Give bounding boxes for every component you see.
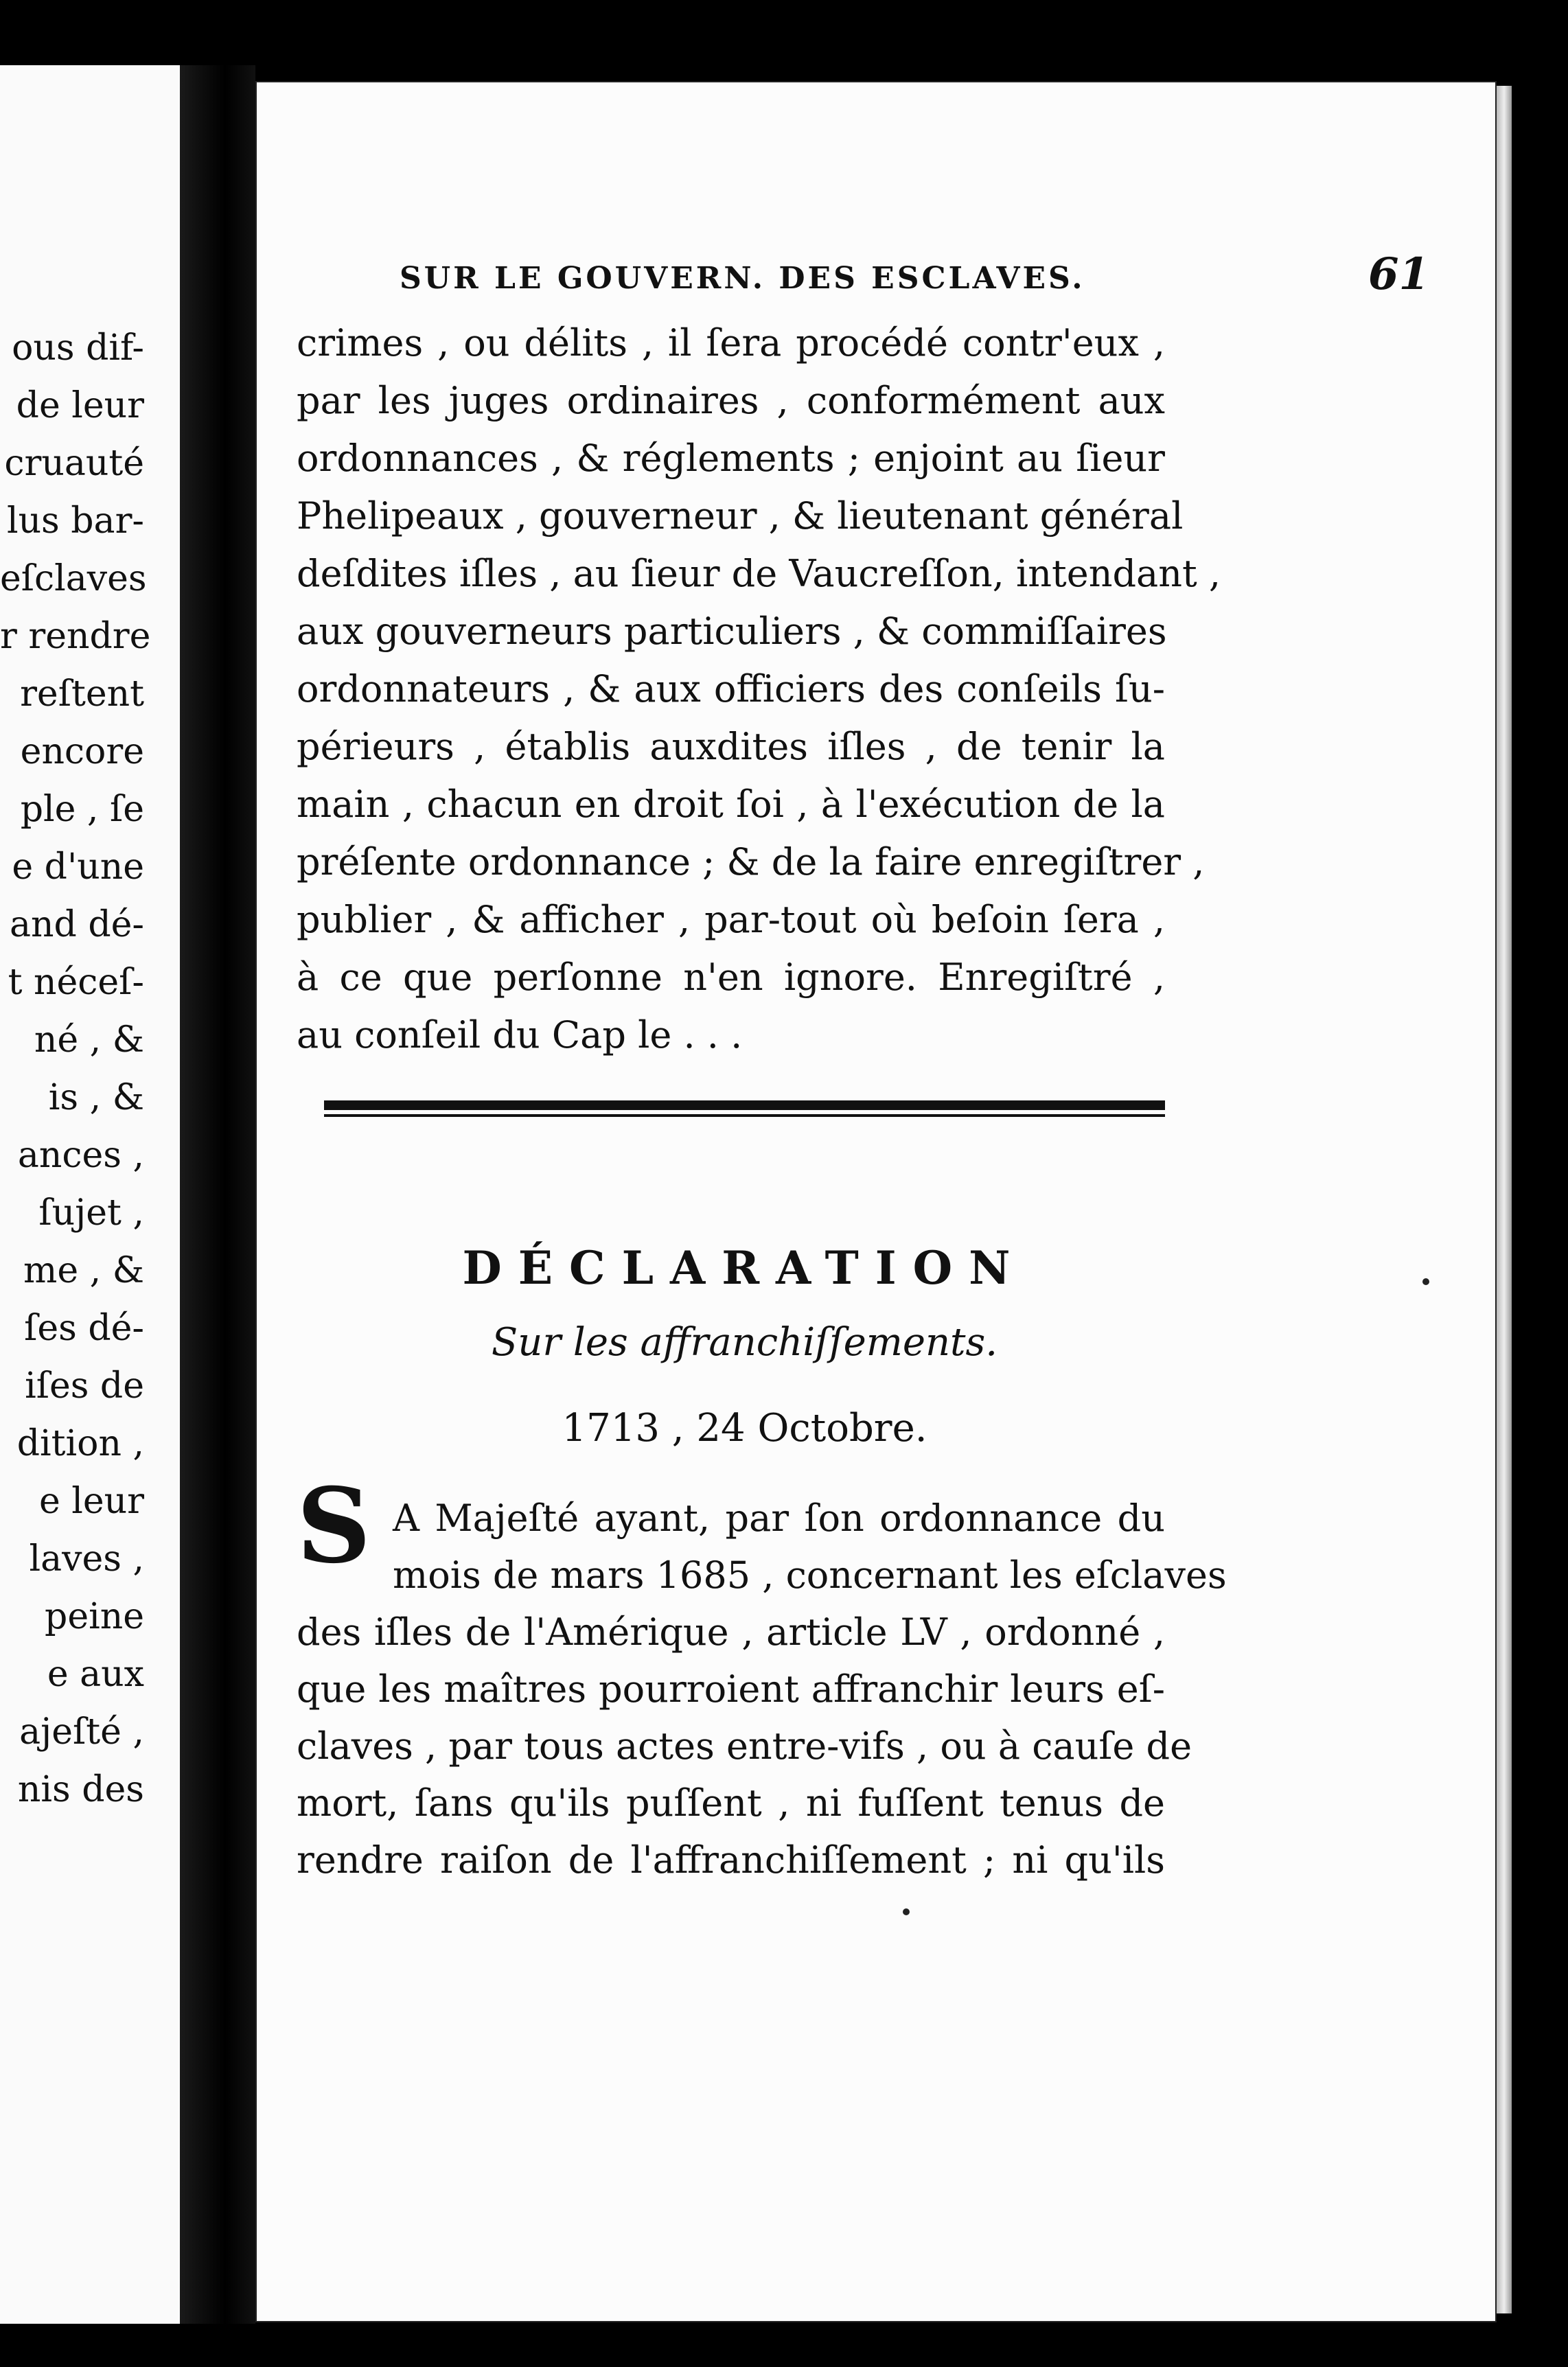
left-page-line: ances , — [17, 1135, 144, 1176]
text-line: au conſeil du Cap le . . . — [297, 1013, 743, 1057]
text-line: aux gouverneurs particuliers , & commiſſaires — [297, 610, 1167, 653]
left-page-line: eſclaves — [0, 558, 147, 599]
left-page-line: ſujet , — [38, 1192, 144, 1234]
text-line: Phelipeaux , gouverneur , & lieutenant général — [297, 494, 1184, 538]
text-line: des iſles de l'Amérique , article LV , ordonné , — [297, 1610, 1165, 1654]
book-gutter — [180, 65, 255, 2324]
page-edge — [1497, 86, 1512, 2313]
left-page-line: laves , — [29, 1538, 144, 1580]
main-page — [255, 81, 1497, 2322]
text-line: claves , par tous actes entre-vifs , ou à cauſe de — [297, 1724, 1192, 1768]
left-page-line: me , & — [23, 1250, 144, 1291]
text-line: crimes , ou délits , il ſera procédé contr'eux , — [297, 321, 1165, 365]
text-line: A Majeſté ayant, par ſon ordonnance du — [393, 1497, 1165, 1540]
left-page-line: is , & — [48, 1077, 144, 1118]
left-page-line: cruauté — [4, 443, 144, 484]
left-page-line: peine — [45, 1596, 144, 1637]
section-first-lines — [393, 1490, 1227, 1604]
left-page-line: nis des — [17, 1769, 144, 1810]
left-page-line: ſes dé- — [24, 1308, 144, 1349]
left-page-line: e aux — [47, 1654, 144, 1695]
left-page-line: reſtent — [20, 673, 144, 715]
text-line: que les maîtres pourroient affranchir leurs eſ- — [297, 1667, 1165, 1711]
left-page-line: r rendre — [0, 616, 151, 657]
running-head — [400, 249, 1443, 316]
text-line: mort, ſans qu'ils puſſent , ni fuſſent tenus de — [297, 1781, 1165, 1825]
left-page-line: t néceſ- — [8, 962, 144, 1003]
section-body — [297, 1604, 1192, 1889]
ink-speck — [1422, 1278, 1429, 1285]
text-line: deſdites iſles , au ſieur de Vaucreſſon, intendant , — [297, 552, 1221, 595]
text-line: publier , & afficher , par-tout où beſoin ſera , — [297, 898, 1165, 941]
page-number: 61 — [1368, 249, 1429, 300]
text-line: préſente ordonnance ; & de la faire enregiſtrer , — [297, 840, 1205, 884]
section-rule-thin — [324, 1114, 1165, 1117]
section-heading: DÉCLARATION — [462, 1241, 1027, 1295]
left-page-line: ple , ſe — [20, 789, 144, 830]
text-line: mois de mars 1685 , concernant les eſclaves — [393, 1554, 1227, 1597]
text-line: par les juges ordinaires , conformément aux — [297, 379, 1165, 422]
text-line: périeurs , établis auxdites iſles , de tenir la — [297, 725, 1165, 768]
left-page-line: e d'une — [12, 846, 144, 888]
section-subheading: Sur les affranchiſſements. — [491, 1320, 998, 1365]
running-title: SUR LE GOUVERN. DES ESCLAVES. — [400, 261, 1085, 296]
left-page-line: e leur — [38, 1481, 144, 1522]
left-page-line: ajeſté , — [19, 1711, 144, 1753]
left-page-line: iſes de — [25, 1365, 144, 1407]
ink-speck — [903, 1908, 910, 1915]
section-rule-thick — [324, 1100, 1165, 1110]
left-page-text — [0, 319, 151, 1818]
text-line: ordonnateurs , & aux officiers des conſeils ſu- — [297, 667, 1165, 711]
text-line: main , chacun en droit ſoi , à l'exécution de la — [297, 783, 1165, 826]
left-page-line: lus bar- — [6, 500, 144, 542]
text-line: à ce que perſonne n'en ignore. Enregiſtré , — [297, 956, 1165, 999]
text-line: rendre raiſon de l'affranchiſſement ; ni qu'ils — [297, 1838, 1165, 1882]
left-page-line: and dé- — [10, 904, 144, 945]
drop-cap: S — [297, 1466, 371, 1586]
left-page-line: né , & — [34, 1019, 144, 1061]
left-page-line: dition , — [16, 1423, 144, 1464]
body-text — [297, 314, 1221, 1064]
left-page-line: de leur — [16, 385, 144, 426]
left-page-line: ous dif- — [12, 327, 144, 369]
section-date: 1713 , 24 Octobre. — [562, 1406, 927, 1451]
left-page-line: encore — [20, 731, 144, 772]
text-line: ordonnances , & réglements ; enjoint au ſieur — [297, 437, 1165, 480]
